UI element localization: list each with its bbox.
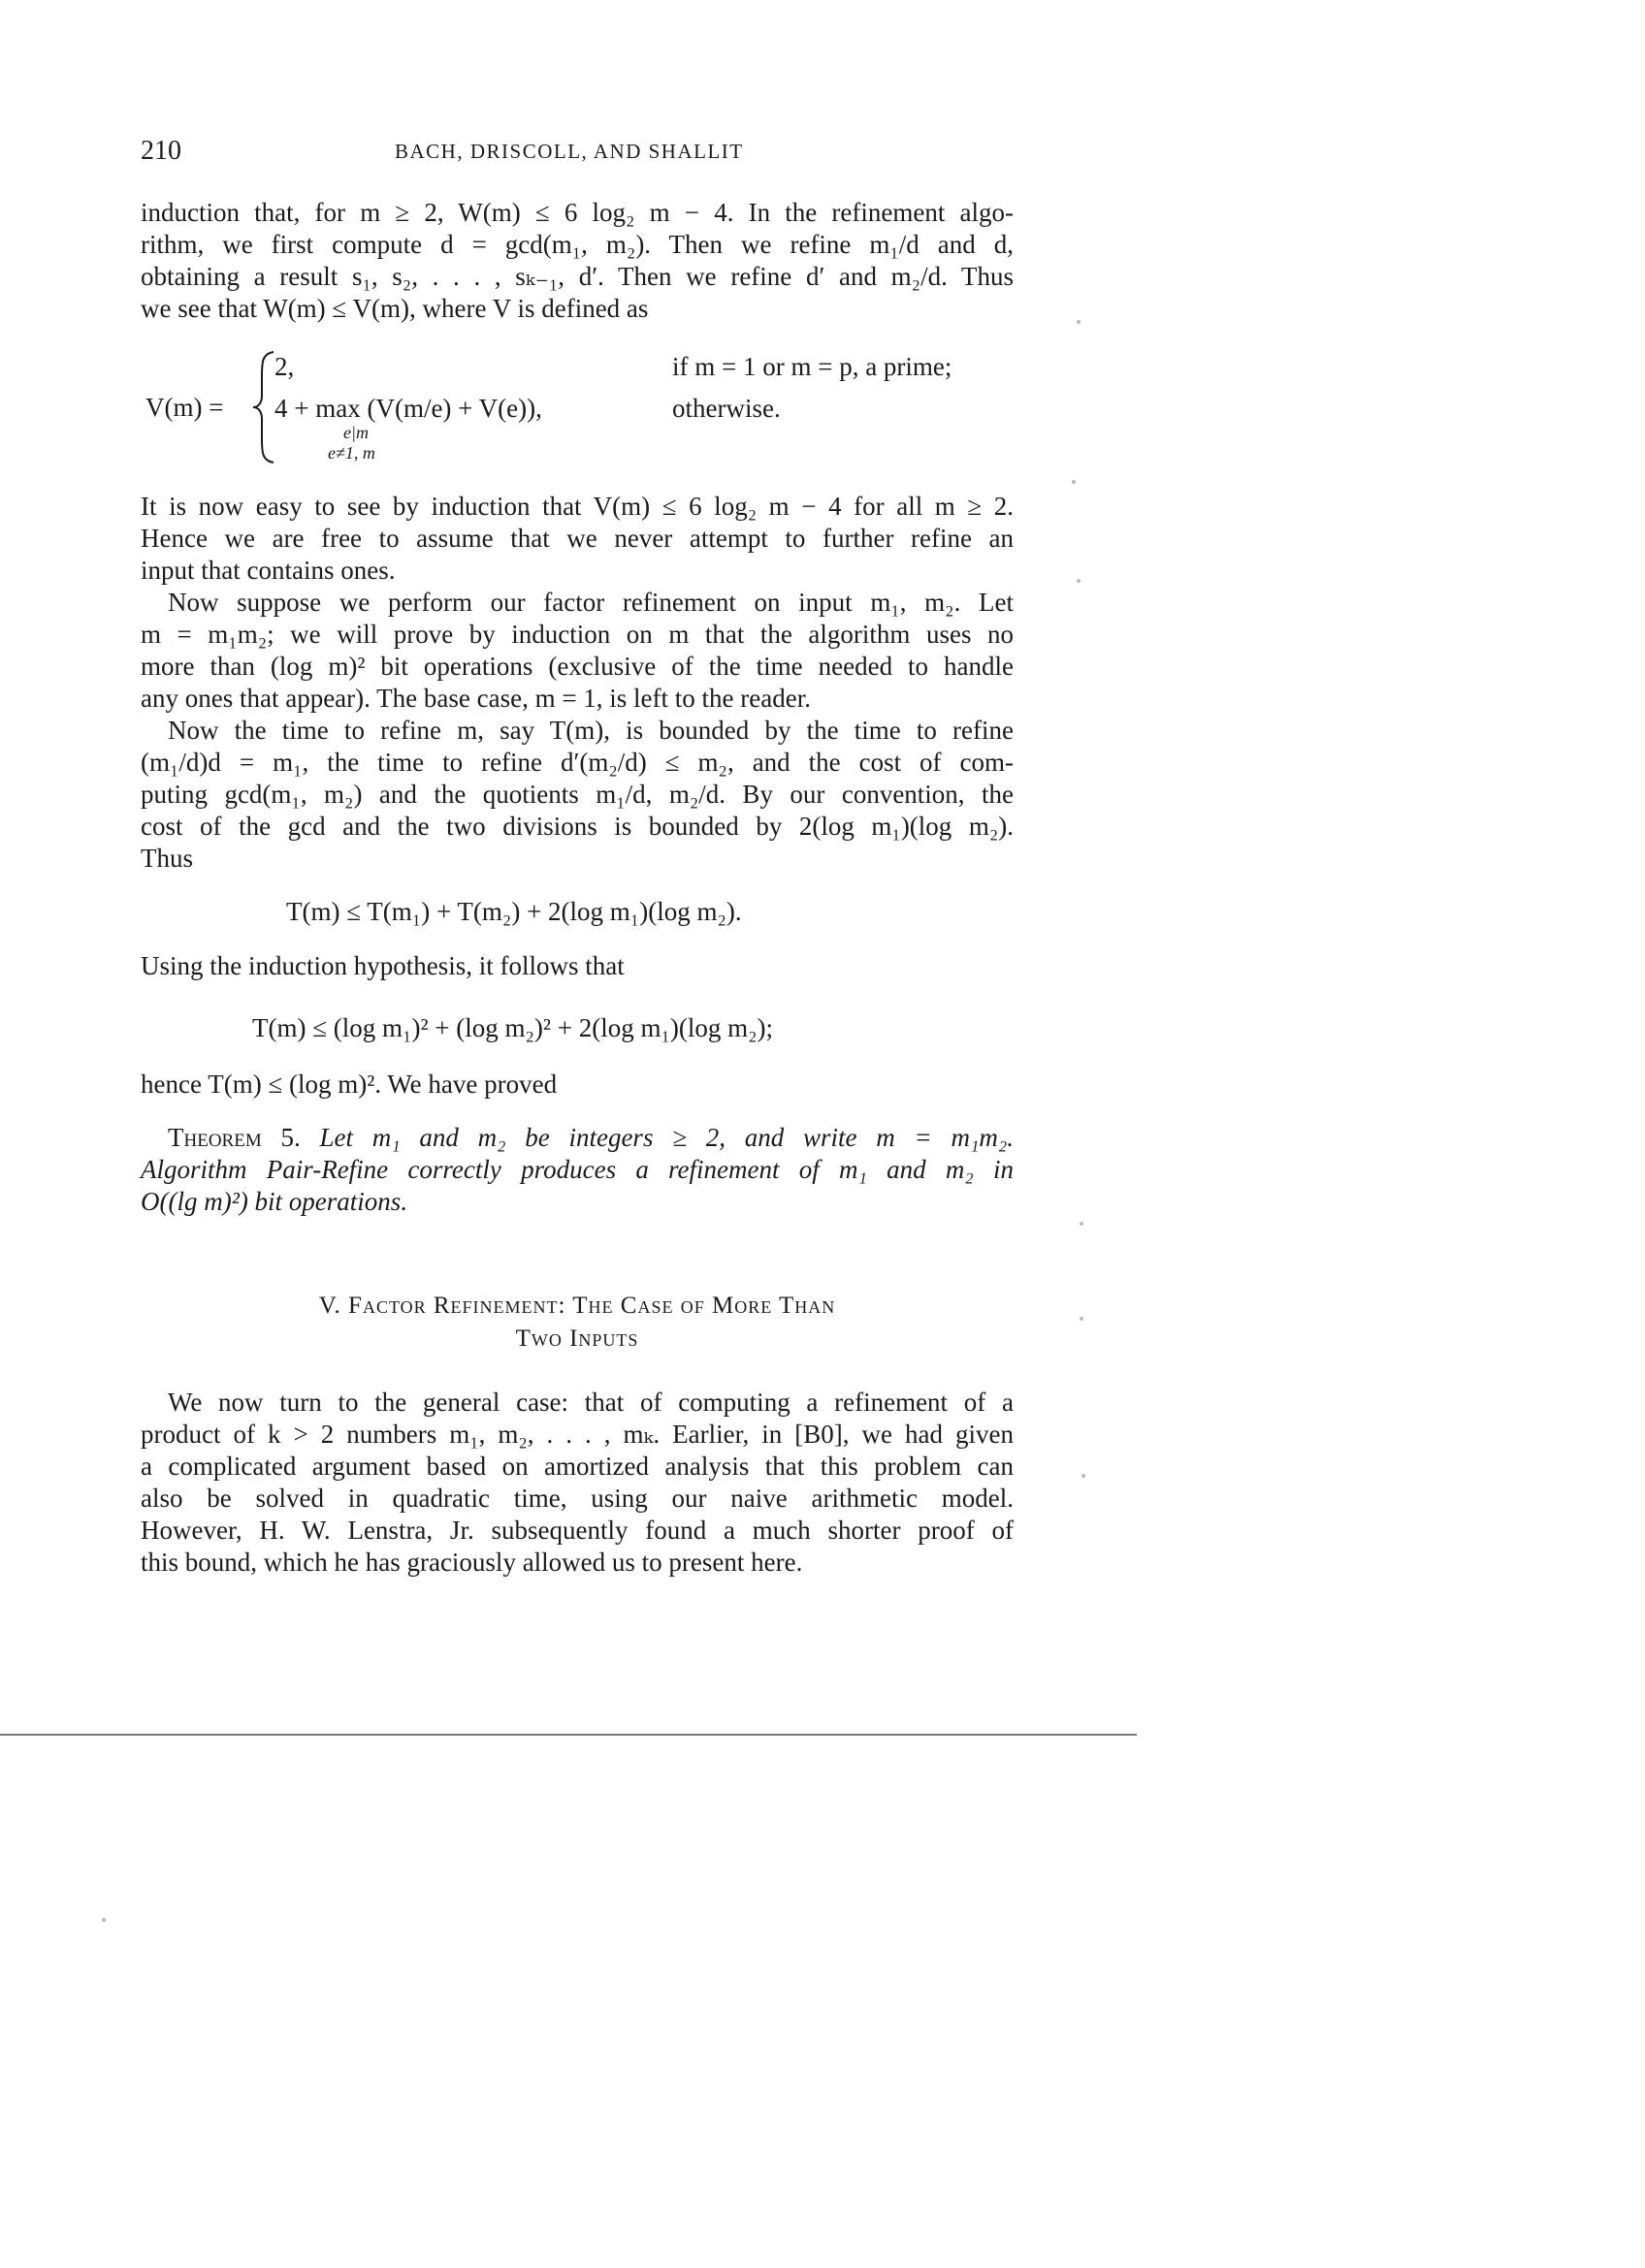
- text-line: obtaining a result s₁, s₂, . . . , sₖ₋₁, d′. Then we refine d′ and m₂/d. Thus: [141, 262, 1014, 291]
- case2-subscript-divides: e|m: [343, 423, 369, 442]
- running-head: [141, 136, 1014, 171]
- text-line: Now the time to refine m, say T(m), is bounded by the time to refine: [168, 716, 1014, 745]
- section-heading-line: V. Factor Refinement: The Case of More Than: [318, 1293, 836, 1319]
- scan-speck: [1081, 1474, 1085, 1478]
- text-line: product of k > 2 numbers m₁, m₂, . . . , mₖ. Earlier, in [B0], we had given: [141, 1420, 1014, 1449]
- text-line: We now turn to the general case: that of computing a refinement of a: [168, 1388, 1014, 1417]
- v-definition-lhs: V(m) =: [145, 393, 224, 422]
- text-line: rithm, we first compute d = gcd(m₁, m₂). Then we refine m₁/d and d,: [141, 230, 1014, 259]
- paragraph-hence: [141, 1069, 1014, 1101]
- case1-condition: if m = 1 or m = p, a prime;: [672, 352, 952, 381]
- text-line: Hence we are free to assume that we never attempt to further refine an: [141, 524, 1014, 553]
- paragraph-general-case: [141, 1387, 1014, 1579]
- text-line: this bound, which he has graciously allowed us to present here.: [141, 1548, 803, 1577]
- text-line: also be solved in quadratic time, using our naive arithmetic model.: [141, 1484, 1014, 1513]
- paragraph-ones: [141, 491, 1014, 587]
- scan-speck: [1077, 579, 1081, 583]
- theorem-label: Theorem 5.: [168, 1123, 301, 1152]
- equation-time-bound: T(m) ≤ (log m₁)² + (log m₂)² + 2(log m₁)(log m₂);: [252, 1013, 774, 1042]
- page-number: 210: [141, 136, 181, 166]
- theorem-line: [141, 1122, 1014, 1154]
- case1-value: 2,: [274, 352, 295, 381]
- theorem-5: [141, 1122, 1014, 1218]
- text-line: It is now easy to see by induction that V(m) ≤ 6 log₂ m − 4 for all m ≥ 2.: [141, 492, 1014, 521]
- text-line: Thus: [141, 844, 193, 873]
- paragraph-induction-hypothesis: [141, 950, 1014, 982]
- scan-speck: [1080, 1317, 1083, 1321]
- case2-subscript-exclusion: e≠1, m: [328, 443, 375, 463]
- text-line: m = m₁m₂; we will prove by induction on m that the algorithm uses no: [141, 620, 1014, 649]
- paragraph-time-bound: [141, 715, 1014, 875]
- scan-speck: [1072, 480, 1076, 484]
- theorem-line: Algorithm Pair-Refine correctly produces a refinement of m₁ and m₂ in: [141, 1155, 1014, 1184]
- case2-condition: otherwise.: [672, 394, 781, 423]
- text-line: (m₁/d)d = m₁, the time to refine d′(m₂/d) ≤ m₂, and the cost of com-: [141, 748, 1014, 777]
- theorem-line: O((lg m)²) bit operations.: [141, 1187, 408, 1216]
- text-line: hence T(m) ≤ (log m)². We have proved: [141, 1070, 558, 1099]
- text-line: induction that, for m ≥ 2, W(m) ≤ 6 log₂ m − 4. In the refinement algo-: [141, 198, 1014, 227]
- text-line: cost of the gcd and the two divisions is bounded by 2(log m₁)(log m₂).: [141, 812, 1014, 841]
- paragraph-factor-refinement: [141, 587, 1014, 715]
- text-line: input that contains ones.: [141, 556, 396, 585]
- scan-page-edge-line: [0, 1734, 1137, 1736]
- text-line: more than (log m)² bit operations (exclusive of the time needed to handle: [141, 652, 1014, 681]
- scan-speck: [1077, 320, 1081, 324]
- section-heading: [141, 1290, 1014, 1356]
- text-line: Using the induction hypothesis, it follows that: [141, 951, 625, 980]
- scan-speck: [1080, 1222, 1083, 1226]
- text-line: a complicated argument based on amortized analysis that this problem can: [141, 1452, 1014, 1481]
- equation-time-recurrence: T(m) ≤ T(m₁) + T(m₂) + 2(log m₁)(log m₂).: [286, 897, 742, 926]
- case2-value: 4 + max (V(m/e) + V(e)),: [274, 394, 542, 423]
- theorem-statement: Let m₁ and m₂ be integers ≥ 2, and write m = m₁m₂.: [319, 1123, 1014, 1152]
- paragraph-induction: [141, 197, 1014, 325]
- text-line: puting gcd(m₁, m₂) and the quotients m₁/d, m₂/d. By our convention, the: [141, 780, 1014, 809]
- text-line: any ones that appear). The base case, m = 1, is left to the reader.: [141, 684, 811, 713]
- section-heading-line: Two Inputs: [515, 1326, 639, 1352]
- scan-speck: [102, 1918, 106, 1922]
- text-line: we see that W(m) ≤ V(m), where V is defined as: [141, 294, 649, 323]
- text-line: However, H. W. Lenstra, Jr. subsequently found a much shorter proof of: [141, 1516, 1014, 1545]
- text-line: Now suppose we perform our factor refinement on input m₁, m₂. Let: [168, 588, 1014, 617]
- running-head-authors: BACH, DRISCOLL, AND SHALLIT: [395, 140, 744, 163]
